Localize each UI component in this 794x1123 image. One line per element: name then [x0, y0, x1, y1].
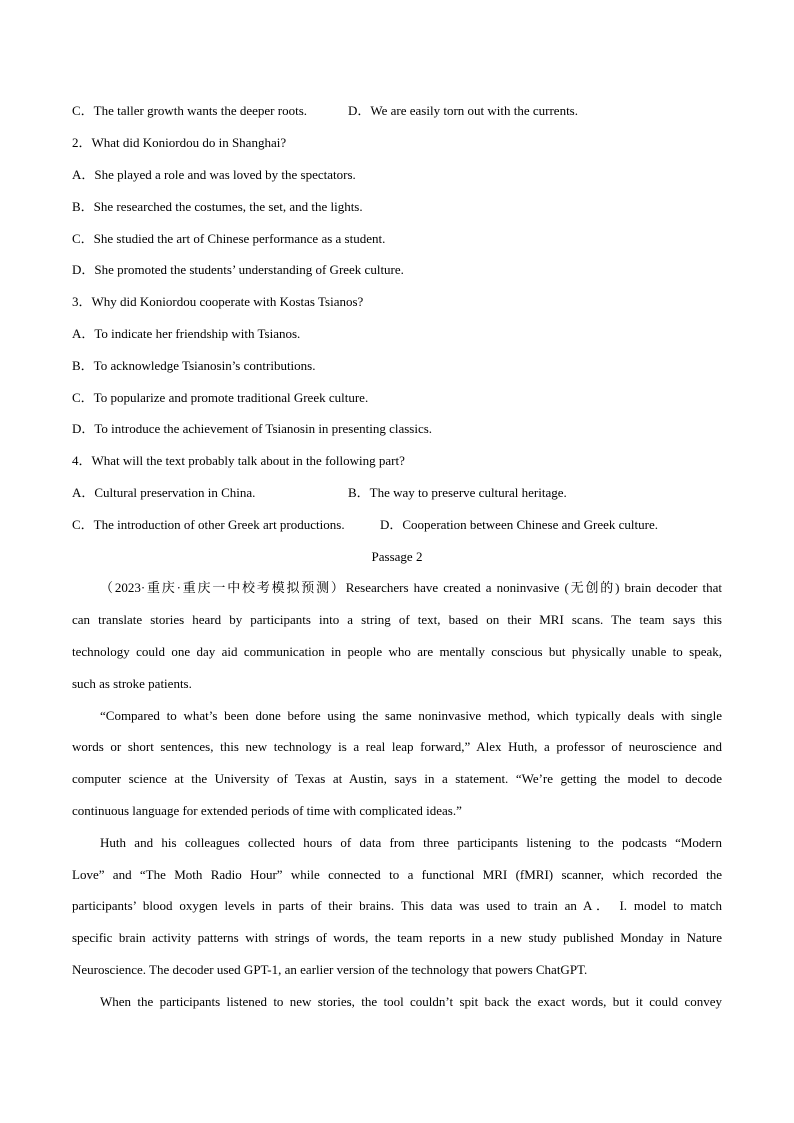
q3-stem: 3．Why did Koniordou cooperate with Kostas Tsianos? — [72, 294, 364, 309]
q1-option-d: D．We are easily torn out with the currents. — [348, 103, 578, 118]
p3-line-1: Huth and his colleagues collected hours of data from three participants listening to the podcasts “Modern — [100, 835, 722, 850]
p1-line-2: can translate stories heard by participants into a string of text, based on their MRI scans. The team says this — [72, 612, 722, 627]
q2-option-d: D．She promoted the students’ understanding of Greek culture. — [72, 262, 404, 277]
q2-option-b: B．She researched the costumes, the set, and the lights. — [72, 199, 363, 214]
q2-option-c: C．She studied the art of Chinese performance as a student. — [72, 231, 386, 246]
passage-title: Passage 2 — [371, 549, 423, 564]
p3-line-3: participants’ blood oxygen levels in parts of their brains. This data was used to train an A． I. model to match — [72, 898, 722, 913]
q4-option-d: D．Cooperation between Chinese and Greek culture. — [380, 517, 658, 532]
q2-stem: 2．What did Koniordou do in Shanghai? — [72, 135, 287, 150]
p1-line-3: technology could one day aid communication in people who are mentally conscious but physically unable to speak, — [72, 644, 722, 659]
q3-option-a: A．To indicate her friendship with Tsianos. — [72, 326, 301, 341]
p3-line-2: Love” and “The Moth Radio Hour” while connected to a functional MRI (fMRI) scanner, which recorded the — [72, 867, 722, 882]
q3-option-b: B．To acknowledge Tsianosin’s contributions. — [72, 358, 316, 373]
p2-line-4: continuous language for extended periods of time with complicated ideas.” — [72, 803, 462, 818]
p2-line-2: words or short sentences, this new technology is a real leap forward,” Alex Huth, a professor of neuroscience and — [72, 739, 722, 754]
q3-option-c: C．To popularize and promote traditional Greek culture. — [72, 390, 369, 405]
p2-line-3: computer science at the University of Texas at Austin, says in a statement. “We’re getting the model to decode — [72, 771, 722, 786]
p3-line-4: specific brain activity patterns with strings of words, the team reports in a new study published Monday in Nature — [72, 930, 722, 945]
q4-option-c: C．The introduction of other Greek art productions. — [72, 517, 345, 532]
p1-line-1: （2023·重庆·重庆一中校考模拟预测）Researchers have created a noninvasive (无创的) brain decoder that — [100, 580, 722, 595]
p3-line-5: Neuroscience. The decoder used GPT-1, an earlier version of the technology that powers ChatGPT. — [72, 962, 588, 977]
q4-option-a: A．Cultural preservation in China. — [72, 485, 256, 500]
q4-option-b: B．The way to preserve cultural heritage. — [348, 485, 567, 500]
p2-line-1: “Compared to what’s been done before using the same noninvasive method, which typically deals with single — [100, 708, 722, 723]
p4-line-1: When the participants listened to new stories, the tool couldn’t spit back the exact words, but it could convey — [100, 994, 722, 1009]
q2-option-a: A．She played a role and was loved by the spectators. — [72, 167, 356, 182]
p1-line-4: such as stroke patients. — [72, 676, 192, 691]
q4-stem: 4．What will the text probably talk about in the following part? — [72, 453, 405, 468]
q3-option-d: D．To introduce the achievement of Tsianosin in presenting classics. — [72, 421, 433, 436]
q1-option-c: C．The taller growth wants the deeper roots. — [72, 103, 308, 118]
